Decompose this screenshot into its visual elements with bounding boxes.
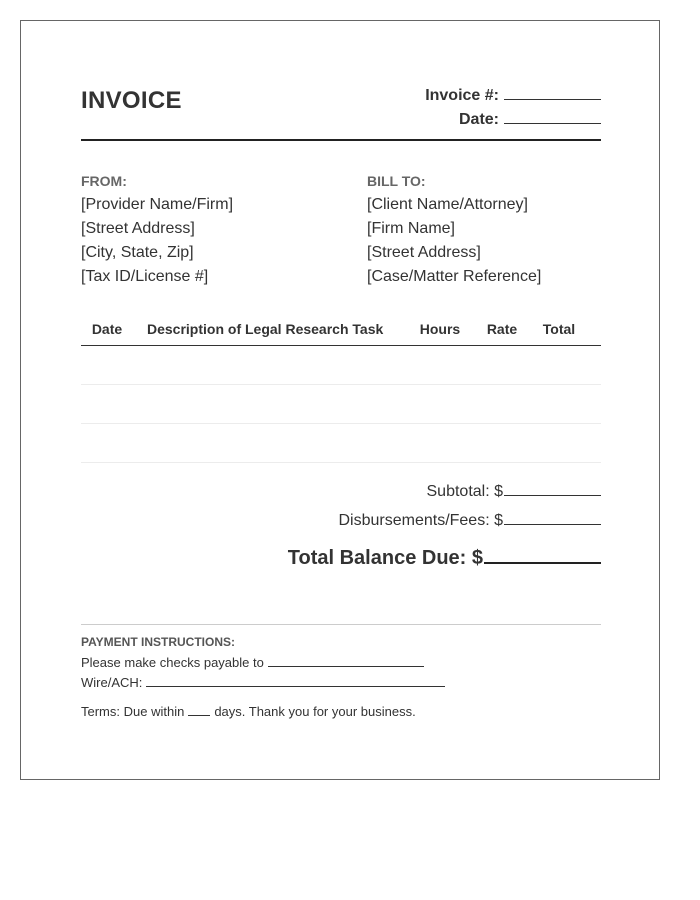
invoice-date-label: Date: [458, 111, 499, 128]
bill-to-label: BILL TO: [367, 173, 426, 189]
terms-days-field[interactable] [188, 703, 210, 716]
bill-to-section [367, 173, 627, 289]
bill-to-street-address: [Street Address] [367, 244, 481, 261]
header-rate: Rate [486, 321, 518, 337]
wire-ach-field[interactable] [146, 674, 445, 687]
payment-section [81, 635, 601, 719]
invoice-date-field[interactable] [504, 108, 601, 124]
fees-field[interactable] [504, 510, 601, 525]
header-hours: Hours [419, 321, 461, 337]
table-header [81, 317, 601, 346]
terms-text-after: days. Thank you for your business. [214, 704, 416, 719]
from-street-address: [Street Address] [81, 220, 195, 237]
header-total: Total [542, 321, 576, 337]
header-description: Description of Legal Research Task [147, 321, 384, 337]
invoice-page [20, 20, 660, 780]
invoice-meta [341, 84, 601, 132]
balance-due-field[interactable] [484, 545, 601, 564]
wire-ach-text: Wire/ACH: [81, 675, 143, 690]
from-city-state-zip: [City, State, Zip] [81, 244, 194, 261]
bill-to-client-name: [Client Name/Attorney] [367, 196, 528, 213]
header-divider [81, 139, 601, 141]
fees-row [201, 510, 601, 539]
table-row[interactable] [81, 346, 601, 385]
subtotal-row [201, 481, 601, 510]
wire-ach-line [81, 674, 601, 694]
terms-text-before: Terms: Due within [81, 704, 185, 719]
subtotal-field[interactable] [504, 481, 601, 496]
payment-divider [81, 624, 601, 625]
invoice-number-field[interactable] [504, 84, 601, 100]
totals-section [201, 481, 601, 575]
checks-payable-text: Please make checks payable to [81, 655, 264, 670]
from-provider-name: [Provider Name/Firm] [81, 196, 234, 213]
from-label: FROM: [81, 173, 127, 189]
terms-line [81, 703, 601, 719]
balance-due-row [201, 545, 601, 575]
payment-label: PAYMENT INSTRUCTIONS: [81, 635, 236, 649]
invoice-number-label: Invoice #: [425, 87, 499, 104]
from-section [81, 173, 341, 289]
from-tax-id: [Tax ID/License #] [81, 268, 209, 285]
table-row[interactable] [81, 385, 601, 424]
bill-to-firm-name: [Firm Name] [367, 220, 455, 237]
balance-due-label: Total Balance Due: $ [287, 547, 483, 569]
invoice-content [81, 21, 601, 779]
header-date: Date [91, 321, 123, 337]
checks-payable-line [81, 654, 601, 674]
subtotal-label: Subtotal: $ [426, 483, 503, 500]
invoice-number-row [341, 84, 601, 108]
bill-to-case-reference: [Case/Matter Reference] [367, 268, 542, 285]
checks-payable-field[interactable] [268, 654, 424, 667]
invoice-title: INVOICE [81, 87, 182, 114]
fees-label: Disbursements/Fees: $ [338, 512, 503, 529]
invoice-date-row [341, 108, 601, 132]
line-items-table [81, 317, 601, 463]
table-row[interactable] [81, 424, 601, 463]
